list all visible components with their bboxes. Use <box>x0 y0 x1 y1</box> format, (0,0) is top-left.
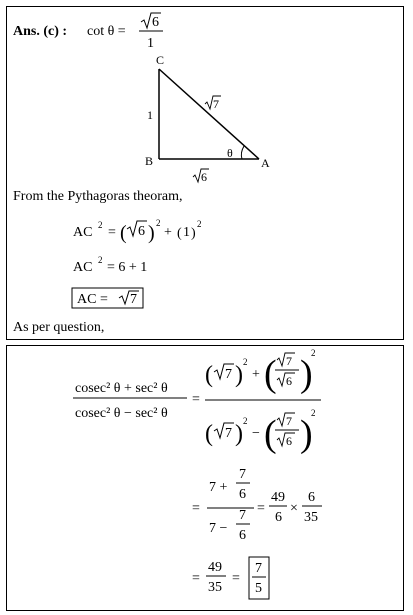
cot-num: 6 <box>152 15 159 30</box>
svg-text:35: 35 <box>208 580 222 595</box>
svg-text:2: 2 <box>156 218 161 228</box>
svg-text:7 −: 7 − <box>209 521 228 536</box>
svg-text:=: = <box>257 501 265 516</box>
svg-text:+: + <box>164 225 172 240</box>
svg-text:2: 2 <box>197 219 202 229</box>
svg-text:6: 6 <box>138 224 145 239</box>
solution-panel <box>6 345 404 611</box>
answer-panel <box>6 6 404 340</box>
svg-text:=: = <box>232 571 240 586</box>
svg-text:= 6 + 1: = 6 + 1 <box>107 260 148 275</box>
svg-text:(: ( <box>264 413 277 455</box>
svg-text:×: × <box>290 501 298 516</box>
solution-math-canvas <box>7 346 403 610</box>
svg-text:AC: AC <box>73 225 93 240</box>
svg-text:−: − <box>252 426 260 441</box>
svg-text:(: ( <box>264 353 277 395</box>
pythagoras-result-box <box>72 288 143 308</box>
svg-text:AC: AC <box>73 260 93 275</box>
solution-lhs <box>73 381 200 421</box>
svg-text:6: 6 <box>239 487 246 502</box>
svg-text:7: 7 <box>239 508 246 523</box>
svg-text:): ) <box>235 421 243 447</box>
svg-text:49: 49 <box>208 560 222 575</box>
side-ac-label: 7 <box>213 97 219 111</box>
vertex-c: C <box>156 53 165 67</box>
svg-text:): ) <box>148 222 155 244</box>
svg-text:7: 7 <box>130 292 137 307</box>
cot-den: 1 <box>147 36 154 51</box>
solution-rhs-numerator <box>205 348 316 395</box>
svg-text:49: 49 <box>271 490 285 505</box>
svg-text:6: 6 <box>275 510 282 525</box>
final-answer-denominator: 5 <box>255 581 262 596</box>
svg-text:): ) <box>300 353 313 395</box>
svg-text:cosec² θ + sec² θ: cosec² θ + sec² θ <box>75 381 168 396</box>
angle-theta: θ <box>227 146 233 160</box>
svg-text:6: 6 <box>286 434 292 448</box>
top-math-canvas <box>7 7 403 339</box>
svg-text:=: = <box>192 571 200 586</box>
svg-text:=: = <box>192 501 200 516</box>
question-intro: As per question, <box>13 320 105 335</box>
pythagoras-intro: From the Pythagoras theoram, <box>13 189 183 204</box>
svg-text:6: 6 <box>239 528 246 543</box>
svg-text:): ) <box>300 413 313 455</box>
svg-text:2: 2 <box>243 357 248 367</box>
svg-text:2: 2 <box>98 220 103 230</box>
svg-text:7: 7 <box>239 467 246 482</box>
svg-text:2: 2 <box>98 255 103 265</box>
svg-text:2: 2 <box>311 348 316 358</box>
svg-text:=: = <box>108 225 116 240</box>
solution-step-3 <box>192 557 269 599</box>
svg-text:(: ( <box>205 362 213 388</box>
pythagoras-line-2 <box>73 255 147 275</box>
svg-text:cosec² θ − sec² θ: cosec² θ − sec² θ <box>75 406 168 421</box>
svg-text:7: 7 <box>225 426 232 441</box>
svg-text:7: 7 <box>225 367 232 382</box>
svg-text:): ) <box>235 362 243 388</box>
side-bc-label: 1 <box>147 108 153 122</box>
svg-text:6: 6 <box>286 374 292 388</box>
svg-text:(: ( <box>177 226 182 241</box>
svg-text:+: + <box>252 367 260 382</box>
svg-text:7 +: 7 + <box>209 480 228 495</box>
svg-text:7: 7 <box>286 354 292 368</box>
triangle-diagram <box>145 53 270 184</box>
svg-text:AC =: AC = <box>77 292 108 307</box>
svg-text:2: 2 <box>311 408 316 418</box>
svg-text:=: = <box>192 392 200 407</box>
svg-text:6: 6 <box>308 490 315 505</box>
vertex-a: A <box>261 156 270 170</box>
svg-text:(: ( <box>120 222 127 244</box>
side-ab-label: 6 <box>201 170 207 184</box>
final-answer-numerator: 7 <box>255 561 262 576</box>
solution-step-2 <box>192 467 322 543</box>
svg-text:35: 35 <box>304 510 318 525</box>
answer-label: Ans. (c) : <box>13 24 68 39</box>
solution-rhs-denominator <box>205 408 316 455</box>
cot-fraction <box>139 13 163 51</box>
svg-text:(: ( <box>205 421 213 447</box>
svg-text:1: 1 <box>183 225 190 240</box>
vertex-b: B <box>145 154 154 168</box>
pythagoras-line-1 <box>73 218 202 244</box>
cot-lhs: cot θ = <box>87 24 126 39</box>
svg-text:7: 7 <box>286 414 292 428</box>
svg-text:2: 2 <box>243 416 248 426</box>
svg-text:): ) <box>191 226 196 241</box>
